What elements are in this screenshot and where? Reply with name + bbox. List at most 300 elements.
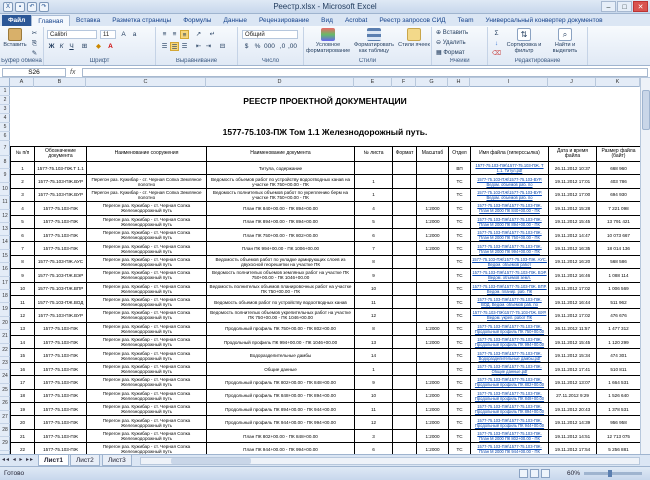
table-cell[interactable]: 19.11.2012 20:43 bbox=[549, 403, 597, 416]
table-cell[interactable]: 22 bbox=[11, 443, 35, 454]
file-link[interactable]: 1577-75.103-ПЖ\1577-75.103-ПЖ. План М 2000 ПК 994+00.00 - ПК bbox=[471, 242, 549, 255]
row-header[interactable]: 23 bbox=[0, 357, 10, 370]
row-header[interactable]: 2 bbox=[0, 96, 10, 105]
save-icon[interactable]: ▪ bbox=[15, 2, 25, 12]
table-cell[interactable]: 1:2000 bbox=[417, 322, 449, 335]
table-cell[interactable]: 19.11.2012 14:39 bbox=[549, 416, 597, 429]
table-cell[interactable]: 1577-75.103-ПЖ bbox=[35, 376, 87, 389]
tab-6[interactable]: Рецензирование bbox=[258, 17, 310, 24]
row-header[interactable]: 25 bbox=[0, 384, 10, 397]
table-cell[interactable]: 15 bbox=[11, 349, 35, 362]
table-cell[interactable]: 1577-75.103-ПЖ bbox=[35, 416, 87, 429]
file-link[interactable]: 1577-75.103-ПЖ\1577-75.103-ПЖ. ВПР. Ведом. планир. раб. ПК bbox=[472, 283, 547, 294]
table-cell[interactable] bbox=[393, 255, 417, 268]
table-cell[interactable]: Перегон раз. Кужибар - ст. Черная Сопка Железнодорожный путь bbox=[87, 202, 207, 215]
column-header-D[interactable]: D bbox=[206, 78, 354, 87]
underline-icon[interactable]: Ч bbox=[69, 43, 74, 50]
table-cell[interactable] bbox=[393, 202, 417, 215]
table-cell[interactable]: ТС bbox=[449, 282, 471, 295]
table-cell[interactable]: 19.11.2012 17:41 bbox=[549, 362, 597, 375]
row-header[interactable]: 15 bbox=[0, 250, 10, 263]
table-cell[interactable]: 27.11.2012 9:29 bbox=[549, 389, 597, 402]
table-cell[interactable] bbox=[393, 443, 417, 454]
table-cell[interactable] bbox=[393, 188, 417, 201]
table-cell[interactable]: 13 791 421 bbox=[597, 215, 641, 228]
fill-color-icon[interactable]: ◆ bbox=[96, 43, 101, 50]
file-link[interactable]: 1577-75.103-ПЖ\1577-75.103-ПЖ. План М 2000 ПК 894+00.00 - ПК bbox=[471, 215, 549, 228]
table-cell[interactable]: 1577-75.103-ПЖ.ВОД bbox=[35, 295, 87, 308]
table-cell[interactable] bbox=[417, 295, 449, 308]
file-link[interactable]: 1577-75.103-ПЖ\1577-75.103-ПЖ. План М 2000 ПК 840+00.00 - ПК bbox=[471, 202, 549, 215]
table-cell[interactable]: 1577-75.103-ПЖ bbox=[35, 242, 87, 255]
row-header[interactable]: 20 bbox=[0, 317, 10, 330]
vertical-scroll-thumb[interactable] bbox=[642, 90, 650, 130]
table-cell[interactable]: 7 bbox=[11, 242, 35, 255]
table-cell[interactable]: План ПК 750+00.00 - ПК 802+00.00 bbox=[207, 228, 355, 241]
table-cell[interactable] bbox=[393, 429, 417, 442]
header-cell[interactable]: № п/п bbox=[11, 147, 35, 162]
table-cell[interactable] bbox=[393, 215, 417, 228]
file-link[interactable]: 1577-75.103-ПЖ\1577-75.103-ПЖ. ВУР. Ведом. укреп. работ ПК bbox=[471, 309, 549, 322]
maximize-button[interactable]: □ bbox=[617, 1, 632, 12]
file-link[interactable]: 1577-75.103-ПЖ\1577-75.103-ПЖ. Продольный профиль ПК 994+00.00 bbox=[471, 336, 549, 349]
increase-indent-icon[interactable]: ⇥ bbox=[205, 43, 212, 50]
table-cell[interactable]: План ПК 944+00.00 - ПК 994+00.00 bbox=[207, 443, 355, 454]
table-cell[interactable]: 19.11.2012 15:45 bbox=[549, 215, 597, 228]
table-cell[interactable]: 6 bbox=[355, 228, 393, 241]
table-cell[interactable] bbox=[417, 269, 449, 282]
format-as-table-button[interactable]: Форматировать как таблицу bbox=[352, 28, 396, 54]
table-cell[interactable]: ТС bbox=[449, 416, 471, 429]
insert-cells-button[interactable]: ⊕ Вставить bbox=[436, 30, 469, 36]
tab-2[interactable]: Вставка bbox=[76, 17, 101, 24]
table-cell[interactable]: 19.11.2012 15:34 bbox=[549, 349, 597, 362]
italic-icon[interactable]: К bbox=[59, 43, 64, 50]
table-cell[interactable]: 1577-75.103-ПЖ bbox=[35, 349, 87, 362]
tab-11[interactable]: Универсальный конвертер документов bbox=[485, 17, 603, 24]
page-break-icon[interactable] bbox=[541, 469, 550, 478]
row-header[interactable]: 11 bbox=[0, 196, 10, 209]
table-cell[interactable]: ТС bbox=[449, 202, 471, 215]
row-header[interactable]: 24 bbox=[0, 370, 10, 383]
volume-title[interactable]: 1577-75.103-ПЖ Том 1.1 Железнодорожный путь. bbox=[222, 127, 428, 137]
column-header-K[interactable]: K bbox=[596, 78, 640, 87]
align-bottom-icon[interactable]: ≡ bbox=[180, 30, 189, 39]
tab-7[interactable]: Вид bbox=[321, 17, 333, 24]
file-link[interactable]: 1577-75.103-ПЖ\1577-75.103-ВУР. Ведом. объемов раб. по bbox=[471, 175, 549, 188]
table-cell[interactable]: 5 bbox=[11, 215, 35, 228]
table-cell[interactable] bbox=[393, 336, 417, 349]
table-cell[interactable]: 26.11.2012 11:57 bbox=[549, 322, 597, 335]
row-header[interactable]: 12 bbox=[0, 210, 10, 223]
header-cell[interactable]: Наименование документа bbox=[207, 147, 355, 162]
row-header[interactable]: 6 bbox=[0, 132, 10, 141]
table-cell[interactable] bbox=[417, 188, 449, 201]
table-cell[interactable]: 7 221 098 bbox=[597, 202, 641, 215]
header-cell[interactable]: № листа bbox=[355, 147, 393, 162]
table-cell[interactable]: Ведомость полнителых объемов работ по укреплению берм на участке ПК 750+00.00 - ПК bbox=[207, 188, 355, 201]
table-cell[interactable]: 476 676 bbox=[597, 309, 641, 322]
table-cell[interactable]: 8 bbox=[355, 322, 393, 335]
table-cell[interactable]: 19.11.2012 16:44 bbox=[549, 295, 597, 308]
table-cell[interactable]: Общие данные bbox=[207, 362, 355, 375]
table-cell[interactable]: 11 bbox=[355, 403, 393, 416]
file-link[interactable]: 1577-75.103-ПЖ\1577-75.103-ПЖ. Т 1.1. Титул.pdf bbox=[471, 162, 549, 175]
borders-icon[interactable]: ⊞ bbox=[81, 43, 88, 50]
table-cell[interactable] bbox=[393, 349, 417, 362]
table-cell[interactable]: 19.11.2012 14:51 bbox=[549, 429, 597, 442]
row-header[interactable]: 17 bbox=[0, 277, 10, 290]
table-cell[interactable]: 1577-75.103-ПЖ bbox=[35, 322, 87, 335]
increase-decimal-icon[interactable]: ,0 bbox=[279, 43, 286, 50]
file-link[interactable]: 1577-75.103-ПЖ\1577-75.103-ПЖ. План М 2000 ПК 944+00.00 - ПК bbox=[471, 443, 549, 454]
table-cell[interactable]: 1:2000 bbox=[417, 443, 449, 454]
table-cell[interactable]: 3 bbox=[11, 188, 35, 201]
sheet-tab-3[interactable]: Лист3 bbox=[102, 455, 132, 466]
tab-3[interactable]: Разметка страницы bbox=[112, 17, 172, 24]
table-cell[interactable]: ТС bbox=[449, 349, 471, 362]
table-cell[interactable] bbox=[417, 175, 449, 188]
table-cell[interactable]: 1577-75.103-ПЖ.Т 1.1 bbox=[35, 162, 87, 175]
undo-icon[interactable]: ↶ bbox=[27, 2, 37, 12]
table-cell[interactable]: 1:2000 bbox=[417, 215, 449, 228]
table-cell[interactable]: 1577-75.103-ПЖ bbox=[35, 429, 87, 442]
merge-cells-icon[interactable]: ⊟ bbox=[219, 43, 226, 50]
table-cell[interactable]: 1:2000 bbox=[417, 429, 449, 442]
table-cell[interactable]: 21 bbox=[11, 429, 35, 442]
table-cell[interactable]: Ведомость полнителых объемов земляных работ на участке ПК 750+00.00 - ПК 1046+00.00 bbox=[207, 269, 355, 282]
table-cell[interactable]: 13 bbox=[11, 322, 35, 335]
clear-icon[interactable]: ⌫ bbox=[492, 50, 502, 57]
table-cell[interactable] bbox=[393, 242, 417, 255]
table-cell[interactable]: ТС bbox=[449, 255, 471, 268]
table-cell[interactable]: 9 bbox=[11, 269, 35, 282]
decrease-decimal-icon[interactable]: ,00 bbox=[288, 43, 298, 50]
table-cell[interactable]: 1 088 114 bbox=[597, 269, 641, 282]
table-cell[interactable]: ТС bbox=[449, 188, 471, 201]
table-cell[interactable]: 1 477 312 bbox=[597, 322, 641, 335]
table-cell[interactable]: 19.11.2012 17:02 bbox=[549, 309, 597, 322]
table-cell[interactable]: 19.11.2012 16:46 bbox=[549, 269, 597, 282]
table-cell[interactable]: 7 bbox=[355, 242, 393, 255]
tab-1[interactable]: Главная bbox=[31, 15, 70, 26]
table-cell[interactable] bbox=[87, 162, 207, 175]
table-cell[interactable]: ТС bbox=[449, 322, 471, 335]
table-cell[interactable]: Продольный профиль ПК 994+00.00 - ПК 1046+00.00 bbox=[207, 336, 355, 349]
align-middle-icon[interactable]: ≡ bbox=[172, 31, 177, 38]
tab-0[interactable]: Файл bbox=[2, 15, 31, 26]
zoom-slider-handle[interactable] bbox=[608, 470, 612, 477]
table-cell[interactable]: 668 960 bbox=[597, 162, 641, 175]
row-header[interactable]: 26 bbox=[0, 397, 10, 410]
table-cell[interactable] bbox=[417, 282, 449, 295]
table-cell[interactable]: 1 664 531 bbox=[597, 376, 641, 389]
table-cell[interactable]: 510 811 bbox=[597, 362, 641, 375]
table-cell[interactable]: 10 bbox=[355, 282, 393, 295]
cell-styles-button[interactable]: Стили ячеек bbox=[398, 28, 430, 48]
table-cell[interactable]: Перегон раз. Кужибар - ст. Черная Сопка Железнодорожный путь bbox=[87, 443, 207, 454]
table-cell[interactable]: Перегон раз. Кужибар - ст. Черная Сопка Железнодорожный путь bbox=[87, 295, 207, 308]
redo-icon[interactable]: ↷ bbox=[39, 2, 49, 12]
table-cell[interactable]: 19.11.2012 17:54 bbox=[549, 443, 597, 454]
table-cell[interactable]: 1577-75.103-ПЖ.ВУР bbox=[35, 188, 87, 201]
row-header[interactable]: 9 bbox=[0, 169, 10, 182]
table-cell[interactable]: 19.11.2012 17:01 bbox=[549, 175, 597, 188]
table-cell[interactable]: 9 bbox=[355, 376, 393, 389]
table-cell[interactable]: Перегон раз. Кужибар - ст. Черная Сопка Железнодорожный путь bbox=[87, 242, 207, 255]
grow-font-icon[interactable]: A bbox=[121, 31, 126, 38]
table-cell[interactable]: 1:2000 bbox=[417, 389, 449, 402]
row-header[interactable]: 16 bbox=[0, 263, 10, 276]
table-cell[interactable]: ТС bbox=[449, 228, 471, 241]
table-cell[interactable]: 19.11.2012 15:28 bbox=[549, 202, 597, 215]
table-cell[interactable]: ТС bbox=[449, 175, 471, 188]
file-link[interactable]: 1577-75.103-ПЖ\1577-75.103-ПЖ. Продольный профиль ПК 802+00.00 bbox=[471, 376, 549, 389]
table-cell[interactable]: 1577-75.103-ПЖ bbox=[35, 202, 87, 215]
row-header[interactable]: 1 bbox=[0, 87, 10, 96]
table-cell[interactable]: 18 bbox=[11, 389, 35, 402]
table-cell[interactable]: Перегон раз. Кужибар - ст. Черная Сопка Земляное полотно bbox=[87, 188, 207, 201]
table-cell[interactable]: 1 120 299 bbox=[597, 336, 641, 349]
file-link[interactable]: 1577-75.103-ПЖ\1577-75.103-ПЖ. План М 2000 ПК 802+00.00 - ПК bbox=[471, 429, 549, 442]
find-select-button[interactable]: ⌕ Найти и выделить bbox=[552, 30, 578, 54]
row-header[interactable]: 21 bbox=[0, 330, 10, 343]
table-cell[interactable]: 1:2000 bbox=[417, 336, 449, 349]
table-cell[interactable]: 1577-75.103-ПЖ.ВУР bbox=[35, 175, 87, 188]
table-cell[interactable] bbox=[393, 269, 417, 282]
table-cell[interactable]: ТС bbox=[449, 429, 471, 442]
table-cell[interactable]: 20 bbox=[11, 416, 35, 429]
table-cell[interactable]: 1577-75.103-ПЖ bbox=[35, 215, 87, 228]
table-cell[interactable]: 10 073 667 bbox=[597, 228, 641, 241]
table-cell[interactable] bbox=[393, 175, 417, 188]
table-cell[interactable]: 1 006 569 bbox=[597, 282, 641, 295]
row-header[interactable]: 27 bbox=[0, 411, 10, 424]
file-link[interactable]: 1577-75.103-ПЖ\1577-75.103-ПЖ. ВЭР. Ведом. объемов земл. bbox=[472, 270, 547, 281]
table-cell[interactable]: Перегон раз. Кужибар - ст. Черная Сопка Железнодорожный путь bbox=[87, 269, 207, 282]
row-header[interactable]: 19 bbox=[0, 303, 10, 316]
row-header[interactable]: 7 bbox=[0, 141, 10, 156]
table-cell[interactable]: 1577-75.103-ПЖ bbox=[35, 403, 87, 416]
header-cell[interactable]: Имя файла (гиперссылка) bbox=[471, 147, 549, 162]
column-header-B[interactable]: B bbox=[34, 78, 86, 87]
table-cell[interactable] bbox=[355, 162, 393, 175]
file-link[interactable]: 1577-75.103-ПЖ\1577-75.103-ПЖ. ВОД. Ведом. объемов раб. по bbox=[471, 295, 549, 308]
table-cell[interactable]: Перегон раз. Кужибар - ст. Черная Сопка Железнодорожный путь bbox=[87, 282, 207, 295]
table-cell[interactable] bbox=[393, 389, 417, 402]
file-link[interactable]: 1577-75.103-ПЖ\1577-75.103-ПЖ. Водоразделительные дамбы.pdf bbox=[471, 349, 549, 362]
table-cell[interactable]: 18 014 136 bbox=[597, 242, 641, 255]
column-header-C[interactable]: C bbox=[86, 78, 206, 87]
tab-4[interactable]: Формулы bbox=[183, 17, 212, 24]
sheet-tab-2[interactable]: Лист2 bbox=[70, 455, 100, 466]
table-cell[interactable]: 1577-75.103-ПЖ bbox=[35, 389, 87, 402]
table-cell[interactable] bbox=[393, 416, 417, 429]
table-cell[interactable]: Перегон раз. Кужибар - ст. Черная Сопка Железнодорожный путь bbox=[87, 255, 207, 268]
column-header-G[interactable]: G bbox=[416, 78, 448, 87]
table-cell[interactable]: 1:2000 bbox=[417, 416, 449, 429]
format-cells-button[interactable]: ▦ Формат bbox=[436, 50, 465, 56]
table-cell[interactable]: 19.11.2012 13:07 bbox=[549, 376, 597, 389]
table-cell[interactable] bbox=[417, 362, 449, 375]
table-cell[interactable]: Перегон раз. Кужибар - ст. Черная Сопка Железнодорожный путь bbox=[87, 416, 207, 429]
table-cell[interactable]: Перегон раз. Кужибар - ст. Черная Сопка Железнодорожный путь bbox=[87, 349, 207, 362]
table-cell[interactable]: Продольный профиль ПК 802+00.00 - ПК 848+00.00 bbox=[207, 376, 355, 389]
table-cell[interactable]: 12 bbox=[355, 309, 393, 322]
table-cell[interactable]: 1:2000 bbox=[417, 403, 449, 416]
table-cell[interactable]: 26.11.2012 10:37 bbox=[549, 162, 597, 175]
table-cell[interactable]: 10 bbox=[11, 282, 35, 295]
row-header[interactable]: 5 bbox=[0, 123, 10, 132]
table-cell[interactable]: ТС bbox=[449, 295, 471, 308]
table-cell[interactable] bbox=[417, 162, 449, 175]
table-cell[interactable]: 8 bbox=[355, 255, 393, 268]
table-cell[interactable]: 1577-75.103-ПЖ.ВПР bbox=[35, 282, 87, 295]
table-cell[interactable]: Перегон раз. Кужибар - ст. Черная Сопка Железнодорожный путь bbox=[87, 336, 207, 349]
table-cell[interactable] bbox=[393, 282, 417, 295]
table-cell[interactable]: 4 bbox=[355, 202, 393, 215]
page-layout-icon[interactable] bbox=[530, 469, 539, 478]
fx-icon[interactable]: fx bbox=[70, 69, 76, 76]
table-cell[interactable]: 13 bbox=[355, 336, 393, 349]
table-cell[interactable]: 1577-75.103-ПЖ bbox=[35, 362, 87, 375]
table-cell[interactable]: 19.11.2012 15:45 bbox=[549, 336, 597, 349]
table-cell[interactable]: План ПК 840+00.00 - ПК 894+00.00 bbox=[207, 202, 355, 215]
table-cell[interactable]: 403 786 bbox=[597, 175, 641, 188]
tab-9[interactable]: Реестр запросов СИД bbox=[379, 17, 446, 24]
cut-icon[interactable]: ✂ bbox=[31, 30, 38, 37]
register-title[interactable]: РЕЕСТР ПРОЕКТНОЙ ДОКУМЕНТАЦИИ bbox=[243, 96, 407, 106]
table-cell[interactable]: 956 958 bbox=[597, 416, 641, 429]
horizontal-scrollbar[interactable] bbox=[140, 457, 640, 465]
minimize-button[interactable]: – bbox=[601, 1, 616, 12]
table-cell[interactable]: 4 bbox=[11, 202, 35, 215]
table-cell[interactable]: 5 256 881 bbox=[597, 443, 641, 454]
cell-grid[interactable] bbox=[10, 87, 640, 454]
sheet-nav-arrows[interactable]: ◂◂ ◂ ▸ ▸▸ bbox=[2, 457, 35, 463]
horizontal-scroll-thumb[interactable] bbox=[171, 458, 251, 464]
table-cell[interactable] bbox=[417, 349, 449, 362]
header-cell[interactable]: Масштаб bbox=[417, 147, 449, 162]
table-cell[interactable] bbox=[417, 255, 449, 268]
number-format-select[interactable]: Общий bbox=[242, 30, 298, 39]
file-link[interactable]: 1577-75.103-ПЖ\1577-75.103-ВУР. Ведом. объемов раб. по bbox=[471, 188, 549, 201]
table-cell[interactable]: ТС bbox=[449, 376, 471, 389]
file-link[interactable]: 1577-75.103-ПЖ\1577-75.103-ПЖ. Продольный профиль ПК 894+00.00 bbox=[471, 403, 549, 416]
table-cell[interactable] bbox=[393, 376, 417, 389]
percent-icon[interactable]: % bbox=[254, 43, 261, 50]
table-cell[interactable]: 17 bbox=[11, 376, 35, 389]
header-cell[interactable]: Размер файла (байт) bbox=[597, 147, 641, 162]
table-cell[interactable]: План ПК 802+00.00 - ПК 848+00.00 bbox=[207, 429, 355, 442]
delete-cells-button[interactable]: ⊖ Удалить bbox=[436, 40, 466, 46]
header-cell[interactable]: Дата и время файла bbox=[549, 147, 597, 162]
table-cell[interactable]: Продольный профиль ПК 894+00.00 - ПК 944+00.00 bbox=[207, 403, 355, 416]
file-link[interactable]: 1577-75.103-ПЖ\1577-75.103-ПЖ. Продольный профиль ПК 848+00.00 bbox=[471, 389, 549, 402]
tab-10[interactable]: Team bbox=[457, 17, 474, 24]
table-cell[interactable]: Ведомость объемов работ по укладке армирующих слоев из двухосной георешетки на участке ПК bbox=[207, 255, 355, 268]
copy-icon[interactable]: ⎘ bbox=[31, 40, 38, 47]
file-link[interactable]: 1577-75.103-ПЖ\1577-75.103-ПЖ. АУС. Ведом. объемов работ bbox=[472, 256, 547, 267]
table-cell[interactable]: 1577-75.103-ПЖ bbox=[35, 336, 87, 349]
table-cell[interactable]: ТС bbox=[449, 215, 471, 228]
align-top-icon[interactable]: ≡ bbox=[162, 31, 167, 38]
table-cell[interactable] bbox=[393, 403, 417, 416]
table-cell[interactable] bbox=[393, 309, 417, 322]
table-cell[interactable]: 1 bbox=[355, 188, 393, 201]
font-color-icon[interactable]: A bbox=[108, 43, 113, 50]
table-cell[interactable]: Перегон раз. Кужибар - ст. Черная Сопка Железнодорожный путь bbox=[87, 215, 207, 228]
table-cell[interactable]: 19.11.2012 14:47 bbox=[549, 228, 597, 241]
select-all-corner[interactable] bbox=[0, 78, 10, 87]
table-cell[interactable] bbox=[393, 322, 417, 335]
table-cell[interactable]: ТС bbox=[449, 403, 471, 416]
header-cell[interactable]: Наименование сооружения bbox=[87, 147, 207, 162]
table-cell[interactable] bbox=[393, 295, 417, 308]
table-cell[interactable]: 1:2000 bbox=[417, 242, 449, 255]
sheet-tab-1[interactable]: Лист1 bbox=[38, 455, 69, 466]
table-cell[interactable]: Перегон раз. Кужибар - ст. Черная Сопка Железнодорожный путь bbox=[87, 228, 207, 241]
table-cell[interactable]: 12 bbox=[355, 416, 393, 429]
table-cell[interactable]: План ПК 994+00.00 - ПК 1006+00.00 bbox=[207, 242, 355, 255]
table-cell[interactable]: 6 bbox=[355, 443, 393, 454]
row-header[interactable]: 22 bbox=[0, 344, 10, 357]
table-cell[interactable]: Перегон раз. Кужибар - ст. Черная Сопка Железнодорожный путь bbox=[87, 309, 207, 322]
table-cell[interactable]: 3 bbox=[355, 429, 393, 442]
header-cell[interactable]: Формат bbox=[393, 147, 417, 162]
align-center-icon[interactable]: ☰ bbox=[171, 44, 178, 51]
row-header[interactable]: 18 bbox=[0, 290, 10, 303]
table-cell[interactable]: 19.11.2012 16:35 bbox=[549, 242, 597, 255]
column-header-E[interactable]: E bbox=[354, 78, 392, 87]
table-cell[interactable]: 1:2000 bbox=[417, 376, 449, 389]
table-cell[interactable]: Перегон раз. Кужибар - ст. Черная Сопка Железнодорожный путь bbox=[87, 322, 207, 335]
row-header[interactable]: 13 bbox=[0, 223, 10, 236]
table-cell[interactable]: Продольный профиль ПК 848+00.00 - ПК 894+00.00 bbox=[207, 389, 355, 402]
table-cell[interactable]: 19 bbox=[11, 403, 35, 416]
table-cell[interactable]: Перегон раз. Кужибар - ст. Черная Сопка Земляное полотно bbox=[87, 175, 207, 188]
column-header-H[interactable]: H bbox=[448, 78, 470, 87]
table-cell[interactable]: 16 bbox=[11, 362, 35, 375]
font-name-select[interactable]: Calibri bbox=[47, 30, 97, 39]
table-cell[interactable]: 2 bbox=[11, 175, 35, 188]
table-cell[interactable]: Перегон раз. Кужибар - ст. Черная Сопка Железнодорожный путь bbox=[87, 376, 207, 389]
table-cell[interactable]: ТС bbox=[449, 362, 471, 375]
row-header[interactable]: 10 bbox=[0, 183, 10, 196]
column-header-I[interactable]: I bbox=[470, 78, 548, 87]
table-cell[interactable] bbox=[393, 362, 417, 375]
table-cell[interactable]: Перегон раз. Кужибар - ст. Черная Сопка Железнодорожный путь bbox=[87, 403, 207, 416]
table-cell[interactable]: 19.11.2012 16:20 bbox=[549, 255, 597, 268]
table-cell[interactable]: 5 bbox=[355, 215, 393, 228]
table-cell[interactable]: 694 930 bbox=[597, 188, 641, 201]
table-cell[interactable]: ТС bbox=[449, 336, 471, 349]
table-cell[interactable]: 9 bbox=[355, 269, 393, 282]
table-cell[interactable]: 1577-75.103-ПЖ bbox=[35, 443, 87, 454]
table-cell[interactable]: 1 526 640 bbox=[597, 389, 641, 402]
row-header[interactable]: 4 bbox=[0, 114, 10, 123]
table-cell[interactable]: 12 713 075 bbox=[597, 429, 641, 442]
row-header[interactable]: 14 bbox=[0, 236, 10, 249]
orientation-icon[interactable]: ↗ bbox=[195, 31, 202, 38]
zoom-slider[interactable] bbox=[584, 472, 642, 475]
file-link[interactable]: 1577-75.103-ПЖ\1577-75.103-ПЖ. Продольный профиль ПК 750+00.00 bbox=[471, 322, 549, 335]
column-header-A[interactable]: A bbox=[10, 78, 34, 87]
table-cell[interactable]: 1 bbox=[11, 162, 35, 175]
shrink-font-icon[interactable]: a bbox=[132, 31, 137, 38]
table-cell[interactable]: ТС bbox=[449, 309, 471, 322]
table-cell[interactable]: 1577-75.103-ПЖ.АУС bbox=[35, 255, 87, 268]
